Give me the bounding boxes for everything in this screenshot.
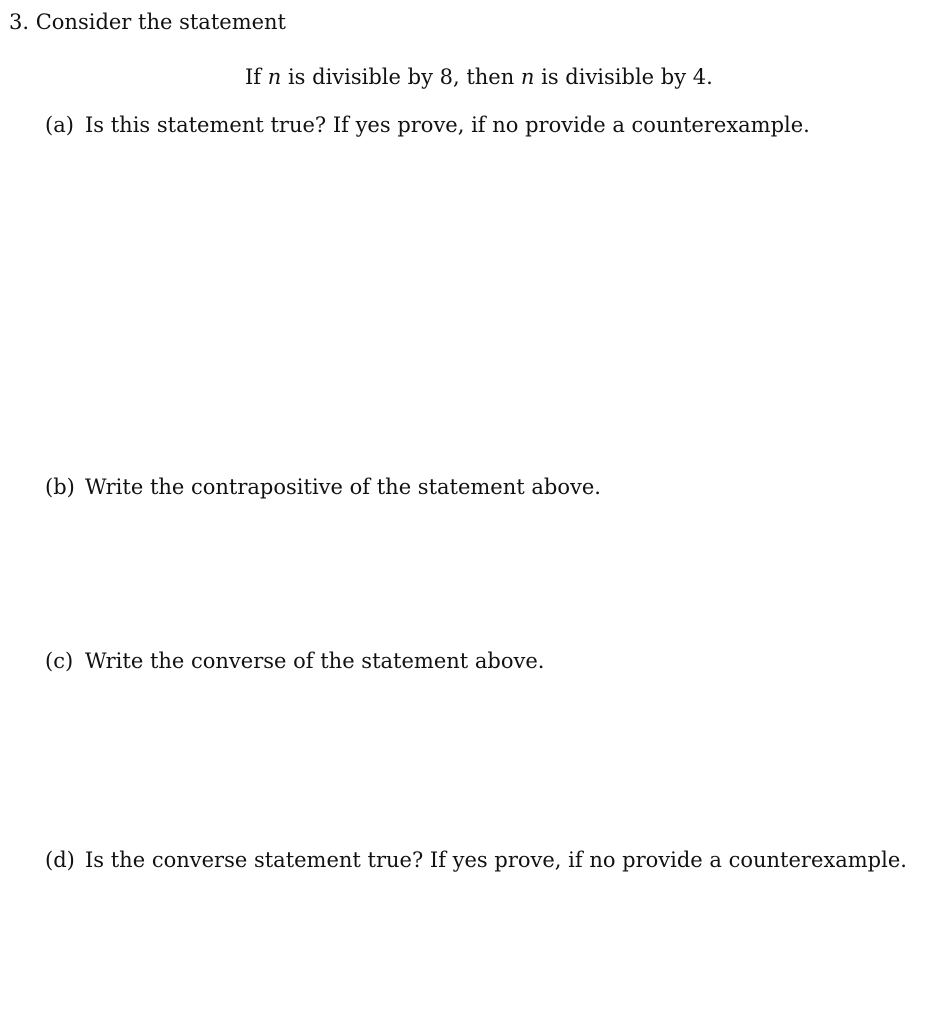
statement-text-3: is divisible by 4. bbox=[534, 65, 713, 89]
part-d-text: Is the converse statement true? If yes prove, if no provide a counterexample. bbox=[85, 848, 907, 872]
part-c-text: Write the converse of the statement above. bbox=[85, 649, 545, 673]
statement bbox=[245, 67, 713, 88]
statement-text-2: is divisible by 8, then bbox=[281, 65, 521, 89]
part-b-text: Write the contrapositive of the statement above. bbox=[85, 475, 601, 499]
part-c bbox=[45, 651, 544, 672]
part-b-label: (b) bbox=[45, 475, 75, 499]
part-a bbox=[45, 115, 810, 136]
statement-text-1: If bbox=[245, 65, 268, 89]
problem-heading: 3. Consider the statement bbox=[9, 10, 286, 34]
part-a-text: Is this statement true? If yes prove, if no provide a counterexample. bbox=[85, 113, 810, 137]
variable-n: n bbox=[520, 65, 535, 89]
part-d-label: (d) bbox=[45, 848, 75, 872]
part-a-label: (a) bbox=[45, 113, 74, 137]
part-d bbox=[45, 850, 907, 871]
part-c-label: (c) bbox=[45, 649, 74, 673]
part-b bbox=[45, 477, 601, 498]
variable-n: n bbox=[267, 65, 282, 89]
